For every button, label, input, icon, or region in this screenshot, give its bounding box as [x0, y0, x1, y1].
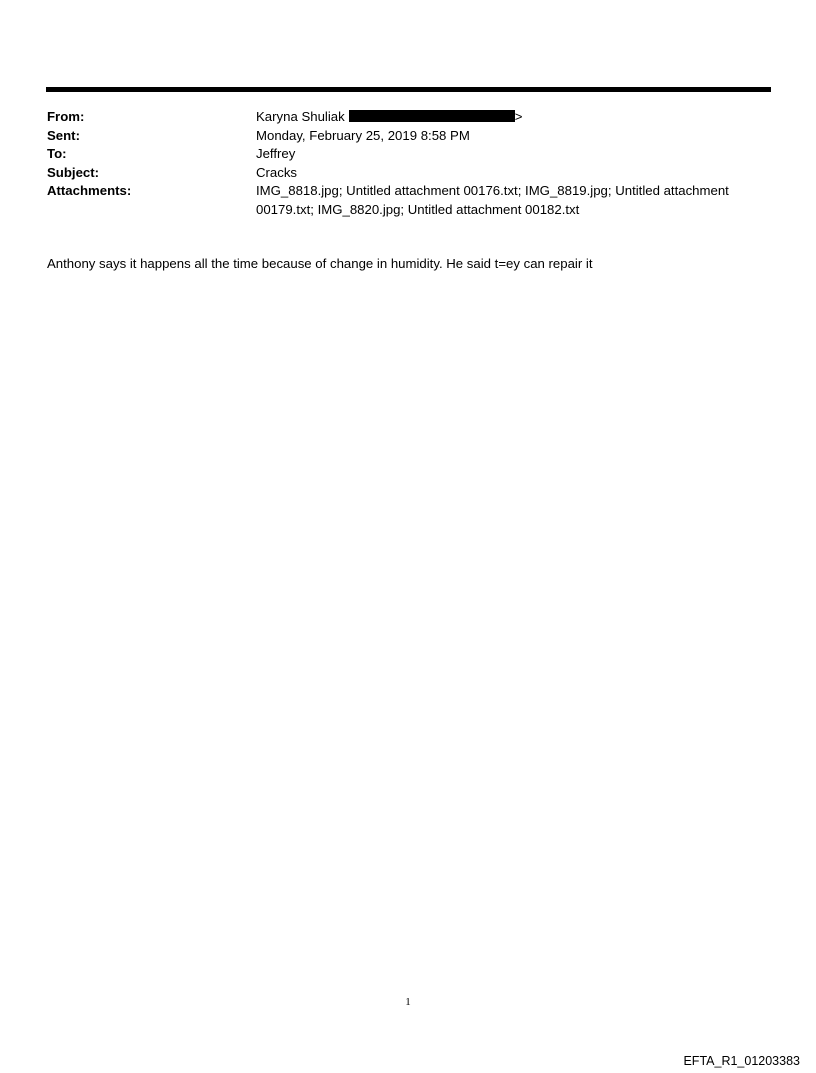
to-row: [47, 145, 777, 164]
sent-value: Monday, February 25, 2019 8:58 PM: [256, 127, 470, 143]
page-number: 1: [405, 996, 411, 1008]
from-label: From:: [47, 109, 85, 124]
sent-row: [47, 127, 777, 146]
attachments-row: [47, 182, 777, 219]
subject-value: Cracks: [256, 164, 298, 180]
document-id: EFTA_R1_01203383: [683, 1054, 800, 1068]
to-value: Jeffrey: [256, 146, 296, 161]
from-suffix: >: [514, 109, 523, 124]
subject-row: [47, 164, 777, 183]
attachments-label: Attachments:: [47, 183, 132, 198]
email-body: Anthony says it happens all the time because of change in humidity. He said t=ey can repair it: [47, 256, 593, 271]
sent-label: Sent:: [47, 127, 80, 143]
subject-label: Subject:: [47, 164, 100, 180]
email-headers: [47, 108, 777, 219]
from-row: [47, 108, 777, 127]
from-value: [256, 108, 756, 127]
to-label: To:: [47, 146, 67, 161]
from-name: Karyna Shuliak: [256, 109, 345, 124]
redaction-bar: [349, 110, 515, 122]
header-divider: [46, 87, 771, 92]
attachments-value: IMG_8818.jpg; Untitled attachment 00176.txt; IMG_8819.jpg; Untitled attachment 00179.txt; IMG_8820.jpg; Untitled attachment 00182.txt: [256, 183, 729, 217]
